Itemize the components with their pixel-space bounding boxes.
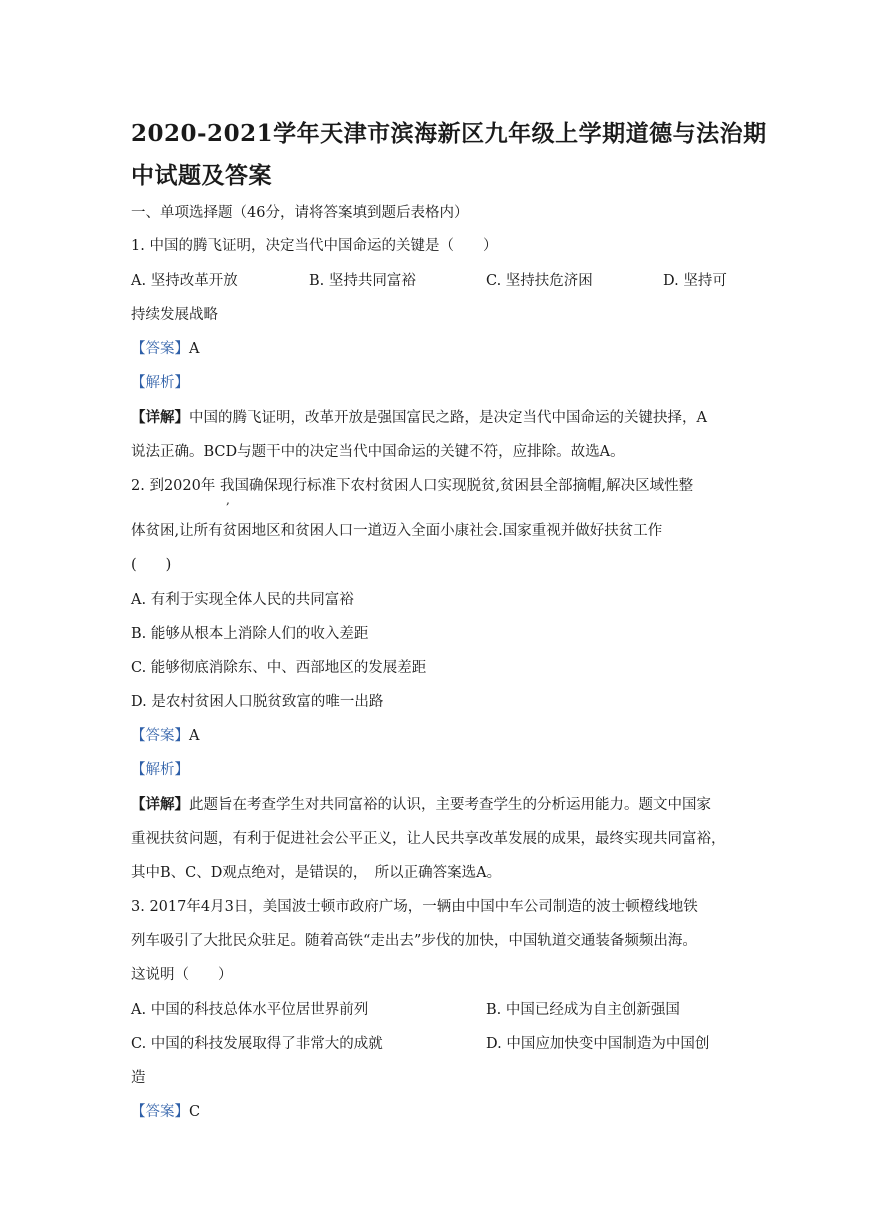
q3-option-b: B. 中国已经成为自主创新强国 [486,1002,680,1018]
q1-option-a: A. 坚持改革开放 [131,273,238,289]
q2-stem-line-3: ( ) [131,557,172,573]
document-title-line-1: 2020-2021学年天津市滨海新区九年级上学期道德与法治期 [131,120,767,147]
q2-analysis-label: 【解析】 [131,762,189,778]
q2-stem-line-1: 2. 到2020年 我国确保现行标准下农村贫困人口实现脱贫,贫困县全部摘帽,解决区域性整 [131,478,694,494]
q2-stem-line-2: 体贫困,让所有贫困地区和贫困人口一道迈入全面小康社会.国家重视并做好扶贫工作 [131,523,663,539]
q1-option-c: C. 坚持扶危济困 [486,273,593,289]
q1-detail-line-2: 说法正确。BCD与题干中的决定当代中国命运的关键不符，应排除。故选A。 [131,444,625,460]
q1-stem: 1. 中国的腾飞证明，决定当代中国命运的关键是（ ） [131,238,498,254]
q2-detail-line-3: 其中B、C、D观点绝对，是错误的， 所以正确答案选A。 [131,865,502,881]
answer-value: C [189,1104,201,1120]
q2-option-d: D. 是农村贫困人口脱贫致富的唯一出路 [131,694,384,710]
answer-label: 【答案】 [131,341,189,357]
q3-answer [131,1102,200,1122]
detail-text: 此题旨在考查学生对共同富裕的认识，主要考查学生的分析运用能力。题文中国家 [189,797,711,813]
q2-answer [131,726,199,746]
detail-label: 【详解】 [131,796,189,813]
q3-stem-line-2: 列车吸引了大批民众驻足。随着高铁“走出去”步伐的加快，中国轨道交通装备频频出海。 [131,933,697,949]
q3-option-a: A. 中国的科技总体水平位居世界前列 [131,1002,369,1018]
q2-option-a: A. 有利于实现全体人民的共同富裕 [131,592,354,608]
answer-value: A [189,728,200,744]
q1-option-d: D. 坚持可 [663,273,727,289]
section-heading: 一、单项选择题（46分，请将答案填到题后表格内） [131,205,469,221]
q1-option-d-continued: 持续发展战略 [131,307,218,323]
q3-option-d-continued: 造 [131,1070,146,1086]
detail-text: 中国的腾飞证明，改革开放是强国富民之路，是决定当代中国命运的关键抉择，A [189,410,707,426]
q3-stem-line-1: 3. 2017年4月3日，美国波士顿市政府广场，一辆由中国中车公司制造的波士顿橙线地铁 [131,899,698,915]
q3-option-c: C. 中国的科技发展取得了非常大的成就 [131,1036,383,1052]
q1-detail-line-1 [131,408,707,428]
q1-analysis-label: 【解析】 [131,375,189,391]
q3-option-d: D. 中国应加快变中国制造为中国创 [486,1036,710,1052]
q2-detail-line-2: 重视扶贫问题，有利于促进社会公平正义，让人民共享改革发展的成果，最终实现共同富裕， [131,831,726,847]
q2-option-c: C. 能够彻底消除东、中、西部地区的发展差距 [131,660,427,676]
q2-stem-comma: , [226,493,230,507]
q2-detail-line-1 [131,795,711,815]
q1-answer [131,339,199,359]
q2-option-b: B. 能够从根本上消除人们的收入差距 [131,626,369,642]
q1-option-b: B. 坚持共同富裕 [309,273,416,289]
answer-label: 【答案】 [131,728,189,744]
answer-label: 【答案】 [131,1104,189,1120]
detail-label: 【详解】 [131,409,189,426]
answer-value: A [189,341,200,357]
q3-stem-line-3: 这说明（ ） [131,967,233,983]
document-title-line-2: 中试题及答案 [131,162,272,189]
